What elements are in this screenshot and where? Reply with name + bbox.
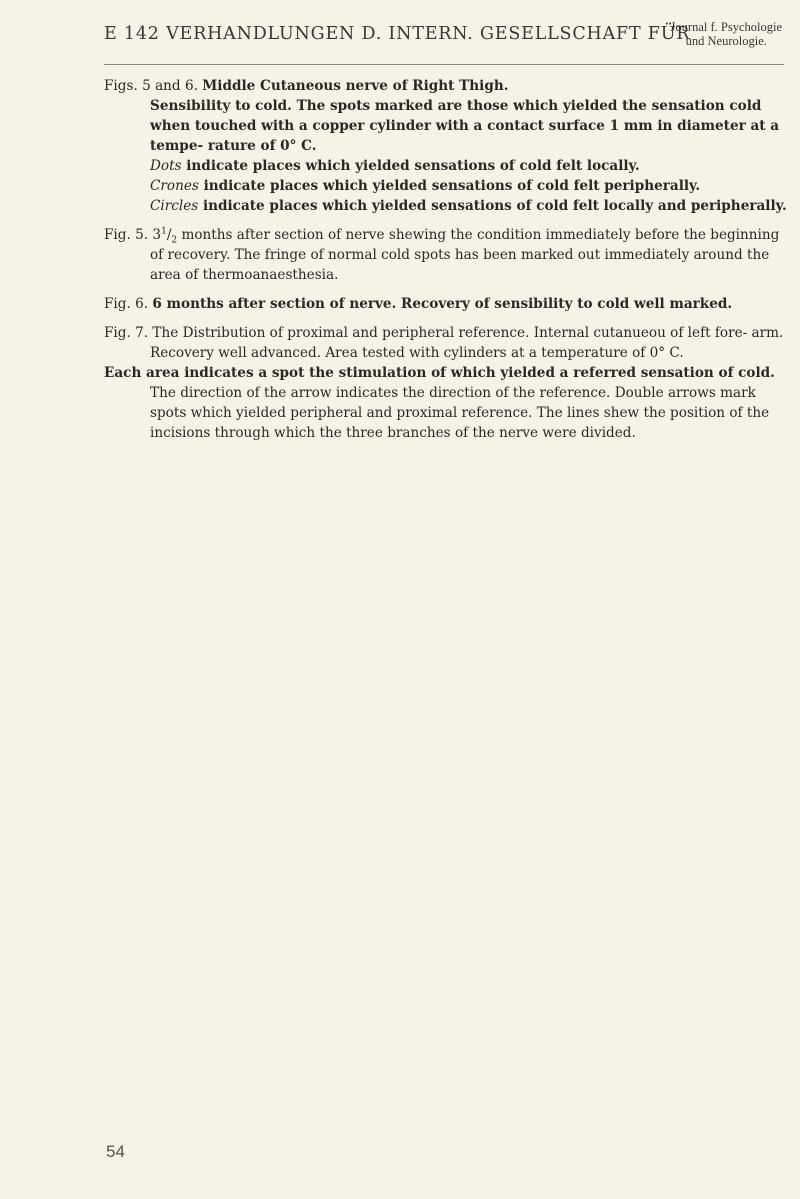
circles-legend xyxy=(104,196,788,216)
fig-6-text: 6 months after section of nerve. Recovery of sensibility to cold well marked. xyxy=(152,296,733,312)
page-number: 54 xyxy=(106,1142,125,1161)
figs-5-6-caption xyxy=(104,76,788,96)
fig-5-fraction-slash: / xyxy=(166,227,172,243)
header-journal xyxy=(671,20,782,48)
running-header xyxy=(104,20,784,65)
figure-legends xyxy=(104,76,788,443)
fig-7-lead: Fig. 7. xyxy=(104,325,153,341)
header-journal-line2: und Neurologie. xyxy=(685,34,767,48)
circles-text: indicate places which yielded sensations of cold felt locally and peripherally. xyxy=(198,198,787,214)
header-journal-line1: Journal f. Psychologie xyxy=(670,20,782,34)
fig-5-fraction-denominator: 2 xyxy=(171,235,178,246)
fig-5-lead: Fig. 5. 3 xyxy=(104,227,162,243)
fig-7-each-area: Each area indicates a spot the stimulation of which yielded a referred sensation of cold. xyxy=(104,365,775,381)
sensibility-text: The spots marked are those which yielded the sensation cold when touched with a copper cylinder with a contact surface 1 mm in diameter at a tempe- rature of 0° C. xyxy=(150,98,780,154)
crones-legend xyxy=(104,176,788,196)
figs-5-6-lead: Figs. 5 and 6. xyxy=(104,78,203,94)
fig-7-direction: The direction of the arrow indicates the direction of the reference. Double arrows mark spots which yielded peripheral and proximal reference. The lines shew the position of the incisions through which the three branches of the nerve were divided. xyxy=(150,385,770,441)
fig-5-fraction-numerator: 1 xyxy=(161,226,167,237)
sensibility-paragraph xyxy=(104,96,788,156)
fig-6-caption xyxy=(104,294,788,314)
figs-5-6-title: Middle Cutaneous nerve of Right Thigh. xyxy=(202,78,509,94)
fig-6-lead: Fig. 6. xyxy=(104,296,153,312)
crones-text: indicate places which yielded sensations of cold felt peripherally. xyxy=(198,178,701,194)
sensibility-label: Sensibility to cold. xyxy=(150,98,292,114)
header-title: E 142 VERHANDLUNGEN D. INTERN. GESELLSCHAFT FÜR xyxy=(104,24,691,44)
fig-7-caption xyxy=(104,323,788,363)
dots-label: Dots xyxy=(150,158,182,174)
dots-text: indicate places which yielded sensations of cold felt locally. xyxy=(181,158,640,174)
circles-label: Circles xyxy=(150,198,199,214)
dots-legend xyxy=(104,156,788,176)
crones-label: Crones xyxy=(150,178,199,194)
fig-5-caption xyxy=(104,225,788,285)
fig-5-text: months after section of nerve shewing the condition immediately before the beginning of recovery. The fringe of normal cold spots has been marked out immediately around the area of thermoanaesthesia. xyxy=(150,227,780,283)
fig-7-text: The Distribution of proximal and peripheral reference. Internal cutanueou of left fore- arm. Recovery well advanced. Area tested with cylinders at a temperature of 0° C. xyxy=(150,325,784,361)
